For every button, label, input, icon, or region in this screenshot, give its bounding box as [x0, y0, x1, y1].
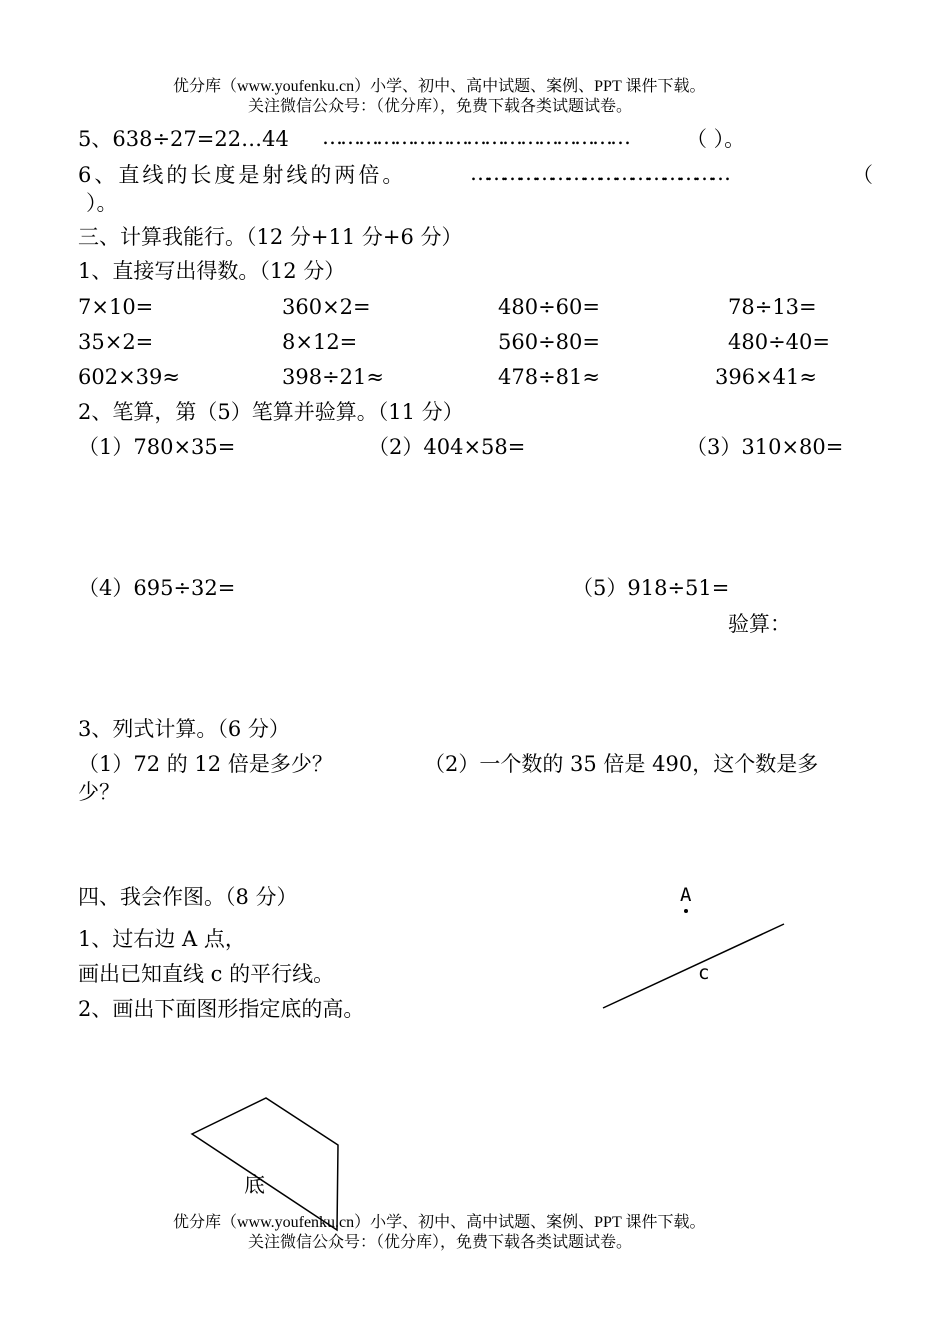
calc-r3-c3: 478÷81≈	[498, 365, 600, 389]
watermark-bottom-line2: 关注微信公众号：（优分库），免费下载各类试题试卷。	[248, 1234, 633, 1251]
point-a-label: A	[680, 884, 692, 906]
calc-r1-c2: 360×2=	[282, 295, 371, 319]
base-label: 底	[244, 1173, 265, 1197]
calc-r3-c1: 602×39≈	[78, 365, 180, 389]
written-calc-4: （4）695÷32=	[78, 576, 236, 600]
calc-r3-c4: 396×41≈	[715, 365, 817, 389]
calc-r2-c3: 560÷80=	[498, 330, 600, 354]
written-calc-3: （3）310×80=	[686, 435, 844, 459]
question-6-bracket-open[interactable]: （	[852, 163, 873, 187]
section-4-title: 四、我会作图。（8 分）	[78, 885, 298, 909]
drawing-question-2: 2、画出下面图形指定底的高。	[78, 997, 365, 1021]
section-3-part-2-title: 2、笔算，第（5）笔算并验算。（11 分）	[78, 400, 464, 424]
written-calc-5: （5）918÷51=	[572, 576, 730, 600]
calc-r2-c4: 480÷40=	[728, 330, 830, 354]
point-a	[684, 909, 688, 913]
calc-r1-c3: 480÷60=	[498, 295, 600, 319]
watermark-top-line1: 优分库（www.youfenku.cn）小学、初中、高中试题、案例、PPT 课件下载。	[173, 78, 706, 95]
line-c-label: c	[698, 962, 710, 984]
section-3-part-3-title: 3、列式计算。（6 分）	[78, 717, 290, 741]
section-3-part-1-title: 1、直接写出得数。（12 分）	[78, 259, 346, 283]
question-5-answer-bracket[interactable]: （ ）。	[686, 127, 746, 151]
calc-r1-c4: 78÷13=	[728, 295, 817, 319]
given-line-c	[603, 924, 784, 1008]
question-5-leader: ……………………………………………	[322, 125, 628, 149]
watermark-top-line2: 关注微信公众号：（优分库），免费下载各类试题试卷。	[248, 98, 633, 115]
section-3-title: 三、计算我能行。（12 分+11 分+6 分）	[78, 225, 463, 249]
calc-r2-c1: 35×2=	[78, 330, 154, 354]
drawing-question-1a: 1、过右边 A 点，	[78, 927, 246, 951]
question-5-text: 5、638÷27=22…44	[78, 127, 289, 151]
calc-r2-c2: 8×12=	[282, 330, 358, 354]
quadrilateral-shape	[192, 1098, 338, 1230]
written-calc-2: （2）404×58=	[368, 435, 526, 459]
word-problem-2: （2）一个数的 35 倍是 490，这个数是多	[424, 752, 819, 776]
calc-r3-c2: 398÷21≈	[282, 365, 384, 389]
question-6-leader: …………………………………………	[470, 161, 726, 185]
word-problem-1: （1）72 的 12 倍是多少？	[78, 752, 333, 776]
calc-r1-c1: 7×10=	[78, 295, 154, 319]
verification-label: 验算：	[728, 612, 791, 636]
drawing-question-1b: 画出已知直线 c 的平行线。	[78, 962, 335, 986]
watermark-bottom-line1: 优分库（www.youfenku.cn）小学、初中、高中试题、案例、PPT 课件下载。	[173, 1214, 706, 1231]
question-6-text: 6、直线的长度是射线的两倍。	[78, 163, 407, 187]
question-6-bracket-close: ）。	[86, 191, 118, 215]
word-problem-2-continued: 少？	[78, 780, 120, 804]
written-calc-1: （1）780×35=	[78, 435, 236, 459]
